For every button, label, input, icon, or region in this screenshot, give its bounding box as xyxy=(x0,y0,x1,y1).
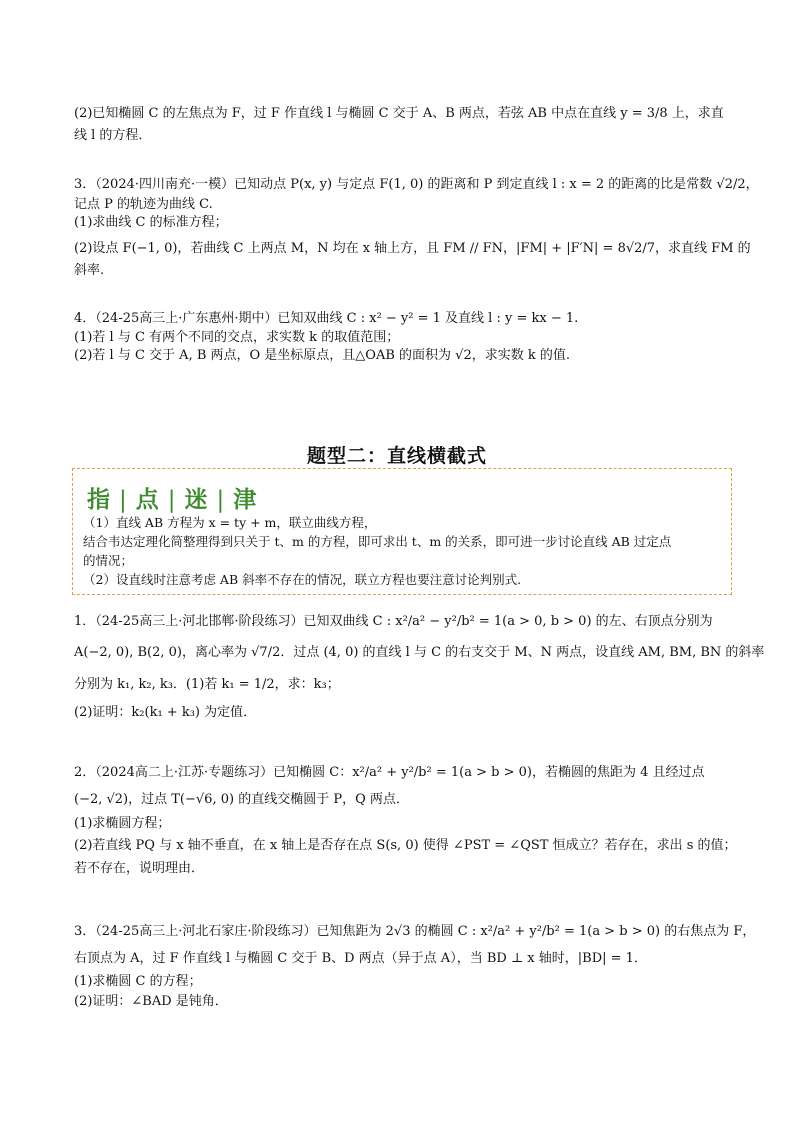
tip-box xyxy=(72,468,732,595)
tip-line: 结合韦达定理化简整理得到只关于 t、m 的方程，即可求出 t、m 的关系，即可进一步讨论直线 AB 过定点 xyxy=(83,534,672,549)
text-line: (−2, √2)，过点 T(−√6, 0) 的直线交椭圆于 P，Q 两点． xyxy=(74,792,409,807)
text-line: 分别为 k₁, k₂, k₃．(1)若 k₁ = 1/2，求：k₃； xyxy=(74,677,340,692)
text-line: (1)求椭圆 C 的方程； xyxy=(74,974,202,989)
banner-char: 津 xyxy=(233,487,258,513)
problem-b2 xyxy=(74,760,737,880)
text-line: (2)若 l 与 C 交于 A, B 两点，O 是坐标原点，且△OAB 的面积为 √2，求实数 k 的值. xyxy=(74,348,570,363)
text-line: (2)证明：k₂(k₁ + k₃) 为定值． xyxy=(74,705,257,720)
text-line: (2)已知椭圆 C 的左焦点为 F，过 F 作直线 l 与椭圆 C 交于 A、B 两点，若弦 AB 中点在直线 y = 3/8 上，求直 xyxy=(74,106,724,121)
text-line: 斜率. xyxy=(74,263,105,278)
text-line: 4．（24-25高三上·广东惠州·期中）已知双曲线 C : x² − y² = 1 及直线 l : y = kx − 1. xyxy=(74,311,579,326)
text-line: (2)设点 F(−1, 0)，若曲线 C 上两点 M，N 均在 x 轴上方，且 FM // FN，|FM| + |F′N| = 8√2/7，求直线 FM 的 xyxy=(74,241,751,256)
text-line: 3．（24-25高三上·河北石家庄·阶段练习）已知焦距为 2√3 的椭圆 C : x²/a² + y²/b² = 1(a > b > 0) 的右焦点为 F， xyxy=(74,924,756,939)
text-line: (2)证明：∠BAD 是钝角． xyxy=(74,994,228,1009)
problem-3 xyxy=(74,174,759,282)
tip-line: （1）直线 AB 方程为 x = ty + m，联立曲线方程， xyxy=(83,515,377,530)
text-line: (1)求曲线 C 的标准方程； xyxy=(74,215,228,230)
text-line: (1)若 l 与 C 有两个不同的交点，求实数 k 的取值范围； xyxy=(74,330,400,345)
problem-2-part2 xyxy=(74,103,734,147)
banner-char: 点 xyxy=(135,487,160,513)
problem-b3 xyxy=(74,918,756,1012)
problem-b1 xyxy=(74,608,765,726)
tip-banner: 指 | 点 | 迷 | 津 xyxy=(87,487,258,513)
tip-text xyxy=(83,513,723,589)
text-line: (1)求椭圆方程； xyxy=(74,816,171,831)
tip-line: 的情况； xyxy=(83,553,134,568)
text-line: 记点 P 的轨迹为曲线 C. xyxy=(74,197,213,212)
problem-4 xyxy=(74,309,734,365)
text-line: 线 l 的方程． xyxy=(74,128,152,143)
tip-line: （2）设直线时注意考虑 AB 斜率不存在的情况，联立方程也要注意讨论判别式. xyxy=(83,572,522,587)
text-line: 3．（2024·四川南充·一模）已知动点 P(x, y) 与定点 F(1, 0) 的距离和 P 到定直线 l : x = 2 的距离的比是常数 √2/2， xyxy=(74,177,759,192)
section-title: 题型二：直线横截式 xyxy=(306,445,487,467)
text-line: 1．（24-25高三上·河北邯郸·阶段练习）已知双曲线 C : x²/a² − y²/b² = 1(a > 0, b > 0) 的左、右顶点分别为 xyxy=(74,614,713,629)
text-line: (2)若直线 PQ 与 x 轴不垂直，在 x 轴上是否存在点 S(s, 0) 使得 ∠PST = ∠QST 恒成立？若存在，求出 s 的值； xyxy=(74,838,737,853)
text-line: A(−2, 0), B(2, 0)，离心率为 √7/2．过点 (4, 0) 的直线 l 与 C 的右支交于 M、N 两点，设直线 AM, BM, BN 的斜率 xyxy=(74,645,765,660)
text-line: 右顶点为 A，过 F 作直线 l 与椭圆 C 交于 B、D 两点（异于点 A），当 BD ⊥ x 轴时，|BD| = 1． xyxy=(74,951,647,966)
text-line: 2．（2024高二上·江苏·专题练习）已知椭圆 C：x²/a² + y²/b² = 1(a > b > 0)，若椭圆的焦距为 4 且经过点 xyxy=(74,765,705,780)
banner-char: 迷 xyxy=(184,487,209,513)
banner-char: 指 xyxy=(87,487,111,513)
text-line: 若不存在，说明理由． xyxy=(74,861,205,876)
